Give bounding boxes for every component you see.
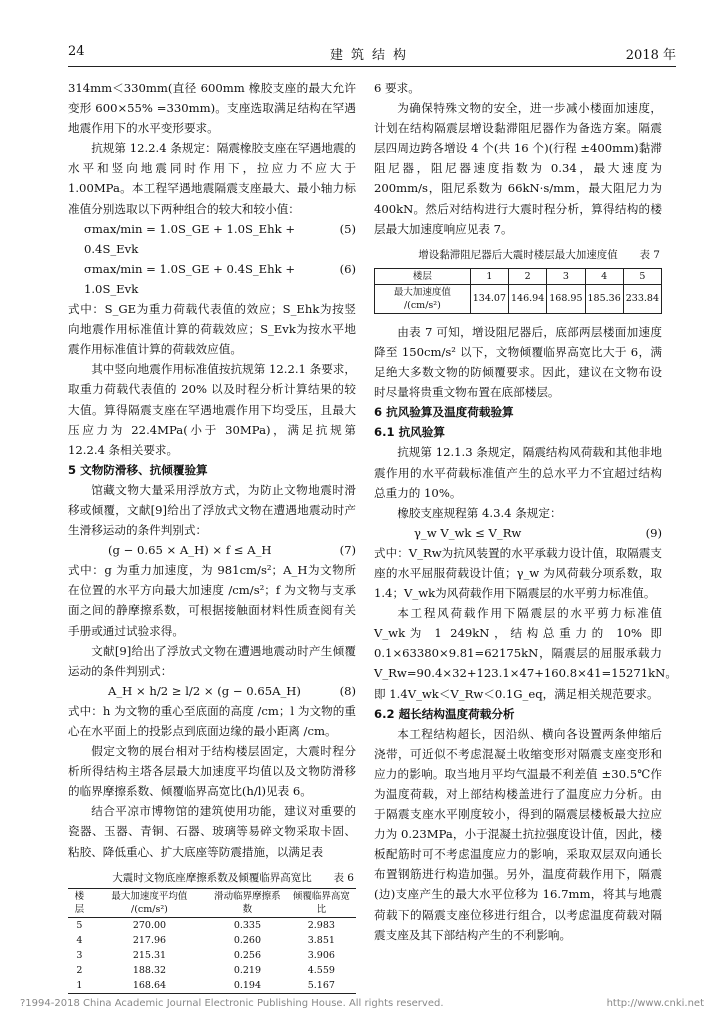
table-row [68, 917, 356, 933]
cnki-url: http://www.cnki.net [606, 998, 704, 1009]
paragraph: 式中：V_Rw为抗风装置的水平承载力设计值，取隔震支座的水平屈服荷载设计值；γ_w 为风荷载分项系数，取 1.4；V_wk为风荷载作用下隔震层的水平剪力标准值。 [374, 545, 662, 601]
page-footer [20, 998, 704, 1009]
table-row [68, 933, 356, 948]
equation [374, 523, 662, 543]
equation-body: (g − 0.65 × A_H) × f ≤ A_H [108, 543, 272, 558]
paragraph: 橡胶支座规程第 4.3.4 条规定： [397, 505, 562, 520]
table7-acc-header: 最大加速度值 /(cm/s²) [375, 284, 471, 313]
paragraph: 由表 7 可知，增设阻尼器后，底部两层楼面加速度降至 150cm/s² 以下，文物倾覆临界高宽比大于 6，满足绝大多数文物的防倾覆要求。因此，建议在文物布设时尽量将贵重文物布置在底部楼层。 [374, 324, 662, 400]
equation-number: (9) [645, 525, 662, 540]
table6-body [68, 917, 356, 993]
equation [68, 259, 356, 299]
copyright-text: ?1994-2018 China Academic Journal Electronic Publishing House. All rights reserved. [20, 998, 444, 1009]
table7-value-cell: 168.95 [547, 284, 585, 313]
table-cell: 0.335 [233, 919, 262, 931]
table-cell: 3 [76, 949, 83, 961]
table6-title: 大震时文物底座摩擦系数及倾覆临界高宽比 [112, 871, 312, 884]
table-cell: 188.32 [132, 964, 167, 976]
equation-body: γ_w V_wk ≤ V_Rw [414, 525, 522, 540]
table7-floor-cell: 5 [623, 268, 661, 284]
equation-body: σmax/min = 1.0S_GE + 1.0S_Ehk + 0.4S_Evk [84, 221, 296, 256]
right-column [374, 78, 677, 945]
paragraph: 314mm＜330mm(直径 600mm 橡胶支座的最大允许变形 600×55% =330mm)。支座选取满足结构在罕遇地震作用下的水平变形要求。 [68, 81, 356, 136]
table6-header-row [68, 888, 356, 917]
equation-number: (7) [339, 543, 356, 558]
equation-number: (6) [339, 261, 356, 276]
paragraph: 其中竖向地震作用标准值按抗规第 12.2.1 条要求，取重力荷载代表值的 20% 以及时程分析计算结果的较大值。算得隔震支座在罕遇地震作用下均受压，且最大压应力为 22.4MPa(小于 30MPa)，满足抗规第 12.2.4 条相关要求。 [68, 362, 356, 457]
table-cell: 0.260 [233, 934, 262, 946]
table6-title-row [68, 868, 356, 888]
table-cell: 4 [76, 934, 83, 946]
table7-value-cell: 146.94 [509, 284, 547, 313]
paragraph: 式中：g 为重力加速度，为 981cm/s²；A_H为文物所在位置的水平方向最大加速度 /cm/s²；f 为文物与支承面之间的静摩擦系数，可根据接触面材料性质查阅有关手册或通过试验求得。 [68, 563, 356, 638]
paragraph: 式中：h 为文物的重心至底面的高度 /cm；l 为文物的重心在水平面上的投影点到底面边缘的最小距离 /cm。 [68, 703, 356, 738]
table7-title: 增设黏滞阻尼器后大震时楼层最大加速度值 [418, 248, 618, 261]
section-heading: 6.1 抗风验算 [374, 425, 445, 440]
table7-floor-cell: 4 [585, 268, 623, 284]
table-cell: 0.219 [233, 964, 262, 976]
page-header [68, 44, 676, 64]
table7-floor-cell: 2 [509, 268, 547, 284]
page-number: 24 [68, 44, 85, 59]
equation-number: (5) [339, 221, 356, 236]
equation-body: A_H × h/2 ≥ l/2 × (g − 0.65A_H) [108, 683, 301, 698]
table-cell: 217.96 [132, 934, 167, 946]
section-heading: 5 文物防滑移、抗倾覆验算 [68, 462, 208, 477]
equation [68, 219, 356, 259]
table6-column-header: 倾覆临界高宽比 [287, 888, 356, 917]
table-cell: 2 [76, 964, 83, 976]
table-row [68, 978, 356, 994]
paragraph: 馆藏文物大量采用浮放方式，为防止文物地震时滑移或倾覆，文献[9]给出了浮放式文物在遭遇地震动时产生滑移运动的条件判别式： [68, 482, 356, 538]
section-heading: 6 抗风验算及温度荷载验算 [374, 405, 514, 420]
table7-floor-cell: 1 [470, 268, 508, 284]
table-cell: 3.906 [307, 949, 335, 961]
table-cell: 168.64 [91, 978, 208, 994]
paragraph: 6 要求。 [374, 81, 420, 95]
table7-number: 表 7 [639, 248, 660, 261]
table-cell: 4.559 [307, 964, 335, 976]
table-cell: 215.31 [132, 949, 167, 961]
table7-floor-row [375, 268, 662, 284]
paragraph: 为确保特殊文物的安全，进一步减小楼面加速度，计划在结构隔震层增设黏滞阻尼器作为备选方案。隔震层四周边跨各增设 4 个(共 16 个)(行程 ±400mm)黏滞阻尼器，阻尼器速度指数为 0.34，最大速度为 200mm/s，阻尼系数为 66kN·s/mm，最大阻尼力为 400kN。然后对结构进行大震时程分析，算得结构的楼层最大加速度响应见表 7。 [374, 101, 662, 236]
table-row [68, 963, 356, 978]
journal-title: 建筑结构 [329, 48, 414, 63]
table6-column-header: 楼层 [68, 888, 91, 917]
section-heading: 6.2 超长结构温度荷载分析 [374, 706, 515, 721]
paragraph: 本工程风荷载作用下隔震层的水平剪力标准值 V_wk为 1 249kN，结构总重力的 10% 即 0.1×63380×9.81=62175kN，隔震层的屈服承载力 V_Rw=90.4×32+123.1×47+160.8×41=15271kN。即 1.4V_wk＜V_Rw＜0.1G_eq，满足相关规范要求。 [374, 606, 677, 701]
table6 [68, 888, 356, 994]
table-cell: 1 [68, 978, 91, 994]
equation [68, 681, 356, 701]
equation-number: (8) [339, 683, 356, 698]
paragraph: 抗规第 12.2.4 条规定：隔震橡胶支座在罕遇地震的水平和竖向地震同时作用下，拉应力不应大于 1.00MPa。本工程罕遇地震隔震支座最大、最小轴力标准值分别选取以下两种组合的较大和较小值： [68, 141, 356, 216]
paragraph: 结合平凉市博物馆的建筑使用功能，建议对重要的瓷器、玉器、青铜、石器、玻璃等易碎文物采取卡固、粘胶、降低重心、扩大底座等防震措施，以满足表 [68, 804, 356, 859]
table-cell: 5.167 [287, 978, 356, 994]
left-column [68, 78, 356, 994]
right-text-flow-a [374, 78, 662, 239]
table7-title-row [374, 245, 662, 265]
table7-value-cell: 134.07 [470, 284, 508, 313]
equation-body: σmax/min = 1.0S_GE + 0.4S_Ehk + 1.0S_Evk [84, 261, 296, 296]
left-text-flow [68, 78, 356, 862]
table6-column-header: 滑动临界摩擦系数 [208, 888, 287, 917]
table-row [68, 948, 356, 963]
table-cell: 5 [76, 919, 83, 931]
table-cell: 0.194 [208, 978, 287, 994]
right-text-flow-b [374, 322, 677, 945]
publication-year: 2018 年 [625, 48, 676, 63]
table7-value-cell: 185.36 [585, 284, 623, 313]
table7-acc-row [375, 284, 662, 313]
header-rule [68, 66, 676, 67]
table-cell: 2.983 [307, 919, 335, 931]
equation [68, 540, 356, 560]
table7 [374, 268, 662, 314]
table7-value-cell: 233.84 [623, 284, 661, 313]
table-cell: 3.851 [307, 934, 335, 946]
table7-floor-header: 楼层 [375, 268, 471, 284]
paragraph: 抗规第 12.1.3 条规定，隔震结构风荷载和其他非地震作用的水平荷载标准值产生的总水平力不宜超过结构总重力的 10%。 [374, 445, 662, 500]
paragraph: 假定文物的展台相对于结构楼层固定，大震时程分析所得结构主塔各层最大加速度平均值以及文物防滑移的临界摩擦系数、倾覆临界高宽比(h/l)见表 6。 [68, 744, 356, 799]
table7-floor-cell: 3 [547, 268, 585, 284]
table-cell: 0.256 [233, 949, 262, 961]
table6-column-header: 最大加速度平均值 /(cm/s²) [91, 888, 208, 917]
paragraph: 式中：S_GE为重力荷载代表值的效应；S_Ehk为按竖向地震作用标准值计算的荷载效应；S_Evk为按水平地震作用标准值计算的荷载效应值。 [68, 302, 356, 357]
table-cell: 270.00 [132, 919, 167, 931]
paragraph: 本工程结构超长，因沿纵、横向各设置两条伸缩后浇带，可近似不考虑混凝土收缩变形对隔震支座变形和应力的影响。取当地月平均气温最不利差值 ±30.5℃作为温度荷载，对上部结构楼盖进行了温度应力分析。由于隔震支座水平刚度较小，得到的隔震层楼板最大拉应力为 0.23MPa，小于混凝土抗拉强度设计值，因此，楼板配筋时可不考虑温度应力的影响，采取双层双向通长布置钢筋进行构造加强。另外，温度荷载作用下，隔震(边)支座产生的最大水平位移为 16.7mm，将其与地震荷载下的隔震支座位移进行组合，以考虑温度荷载对隔震支座及其下部结构产生的不利影响。 [374, 726, 662, 942]
paragraph: 文献[9]给出了浮放式文物在遭遇地震动时产生倾覆运动的条件判别式： [68, 643, 356, 678]
table6-number: 表 6 [333, 871, 354, 884]
